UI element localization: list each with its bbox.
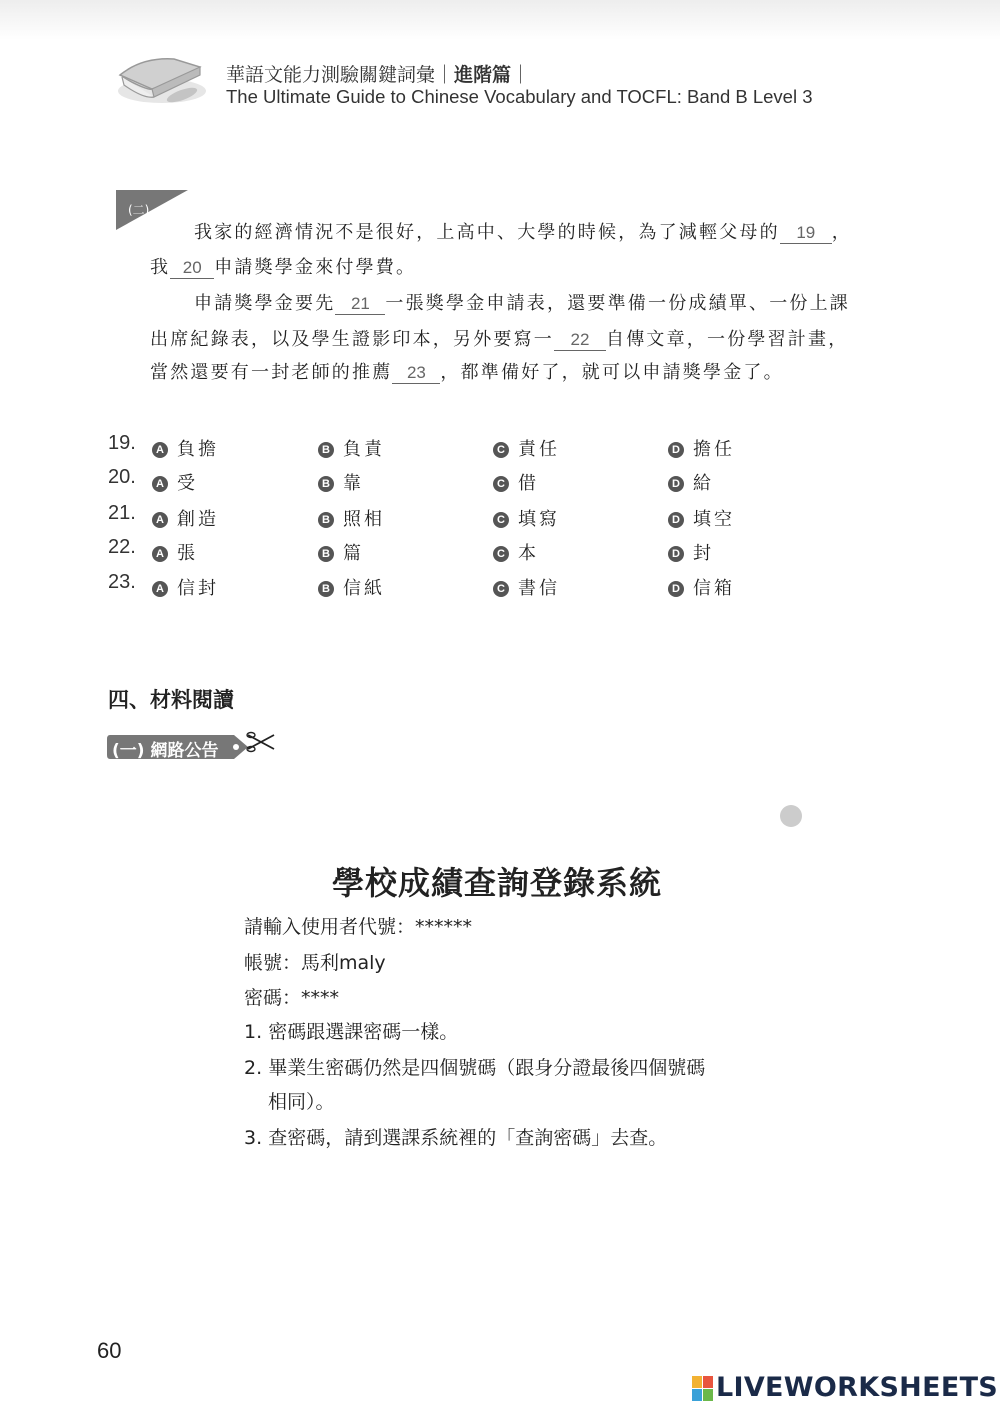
blank-22: 22: [554, 330, 606, 351]
option-letter-badge: A: [152, 581, 168, 597]
passage-label: (二): [128, 203, 150, 217]
header-title-en: The Ultimate Guide to Chinese Vocabulary and TOCFL: Band B Level 3: [226, 86, 813, 107]
option-text: 封: [693, 543, 714, 564]
option-letter-badge: C: [493, 476, 509, 492]
notice-item-2: 2. 畢業生密碼仍然是四個號碼（跟身分證最後四個號碼: [244, 1057, 706, 1079]
scan-speck: [780, 805, 802, 827]
section-title: 四、材料閱讀: [108, 688, 234, 712]
liveworksheets-logo-icon: [692, 1376, 714, 1402]
option-text: 信箱: [693, 578, 735, 599]
scissors-icon: [246, 731, 278, 753]
option-letter-badge: B: [318, 476, 334, 492]
notice-password: 密碼：****: [244, 987, 340, 1009]
option-letter-badge: C: [493, 512, 509, 528]
option-text: 借: [518, 473, 539, 494]
page-number: 60: [97, 1338, 122, 1363]
option-letter-badge: C: [493, 442, 509, 458]
header-title-zh: 華語文能力測驗關鍵詞彙｜進階篇｜: [226, 64, 531, 86]
option-text: 擔任: [693, 439, 735, 460]
notice-user-id: 請輸入使用者代號：******: [244, 916, 473, 938]
option-d: [668, 574, 735, 600]
option-text: 給: [693, 473, 714, 494]
option-letter-badge: D: [668, 476, 684, 492]
option-letter-badge: B: [318, 512, 334, 528]
passage-line-5: 當然還要有一封老師的推薦 23 ，都準備好了，就可以申請獎學金了。: [150, 362, 784, 383]
option-c: [493, 505, 560, 531]
option-letter-badge: D: [668, 546, 684, 562]
notice-item-1: 1. 密碼跟選課密碼一樣。: [244, 1021, 459, 1043]
option-text: 靠: [343, 473, 364, 494]
blank-19: 19: [780, 223, 832, 244]
option-a: [152, 539, 198, 565]
question-number: 21.: [108, 502, 136, 524]
header-title-zh-bold: 進階篇: [454, 64, 512, 86]
option-b: [318, 574, 385, 600]
notice-item-3: 3. 查密碼，請到選課系統裡的「查詢密碼」去查。: [244, 1127, 668, 1149]
option-b: [318, 469, 364, 495]
question-number: 19.: [108, 432, 136, 454]
option-d: [668, 539, 714, 565]
passage-line-4: 出席紀錄表，以及學生證影印本，另外要寫一 22 自傳文章，一份學習計畫，: [150, 329, 849, 350]
option-text: 信紙: [343, 578, 385, 599]
option-text: 書信: [518, 578, 560, 599]
option-letter-badge: C: [493, 546, 509, 562]
option-letter-badge: C: [493, 581, 509, 597]
option-text: 填寫: [518, 509, 560, 530]
option-letter-badge: B: [318, 546, 334, 562]
question-number: 20.: [108, 466, 136, 488]
option-b: [318, 539, 364, 565]
passage-line-1: 我家的經濟情況不是很好，上高中、大學的時候，為了減輕父母的 19 ，: [194, 222, 852, 243]
option-letter-badge: B: [318, 581, 334, 597]
book-icon: [112, 45, 212, 105]
option-text: 填空: [693, 509, 735, 530]
option-letter-badge: D: [668, 442, 684, 458]
liveworksheets-watermark: LIVEWORKSHEETS: [716, 1372, 999, 1403]
option-d: [668, 435, 735, 461]
notice-title: 學校成績查詢登錄系統: [332, 864, 663, 902]
option-text: 責任: [518, 439, 560, 460]
option-text: 信封: [177, 578, 219, 599]
option-letter-badge: D: [668, 512, 684, 528]
option-a: [152, 469, 198, 495]
option-letter-badge: B: [318, 442, 334, 458]
option-text: 受: [177, 473, 198, 494]
option-text: 創造: [177, 509, 219, 530]
option-text: 負責: [343, 439, 385, 460]
option-a: [152, 505, 219, 531]
option-letter-badge: A: [152, 546, 168, 562]
option-c: [493, 469, 539, 495]
option-letter-badge: D: [668, 581, 684, 597]
blank-23: 23: [392, 363, 440, 384]
option-c: [493, 539, 539, 565]
option-a: [152, 435, 219, 461]
option-c: [493, 435, 560, 461]
option-text: 篇: [343, 543, 364, 564]
option-text: 照相: [343, 509, 385, 530]
option-text: 張: [177, 543, 198, 564]
notice-account: 帳號：馬利maly: [244, 952, 386, 974]
option-b: [318, 435, 385, 461]
section-tag-label: (一) 網路公告: [112, 741, 219, 761]
passage-line-3: 申請獎學金要先 21 一張獎學金申請表，還要準備一份成績單、一份上課: [194, 293, 851, 314]
option-d: [668, 469, 714, 495]
option-letter-badge: A: [152, 512, 168, 528]
option-letter-badge: A: [152, 442, 168, 458]
blank-21: 21: [335, 294, 385, 315]
passage-line-2: 我 20 申請獎學金來付學費。: [150, 257, 417, 278]
option-c: [493, 574, 560, 600]
question-number: 22.: [108, 536, 136, 558]
section-corner-marker: [116, 190, 188, 230]
option-b: [318, 505, 385, 531]
option-d: [668, 505, 735, 531]
notice-item-2-cont: 相同）。: [268, 1091, 335, 1113]
blank-20: 20: [170, 258, 214, 279]
option-letter-badge: A: [152, 476, 168, 492]
option-a: [152, 574, 219, 600]
scan-edge-shading: [0, 0, 1000, 40]
option-text: 負擔: [177, 439, 219, 460]
option-text: 本: [518, 543, 539, 564]
question-number: 23.: [108, 571, 136, 593]
